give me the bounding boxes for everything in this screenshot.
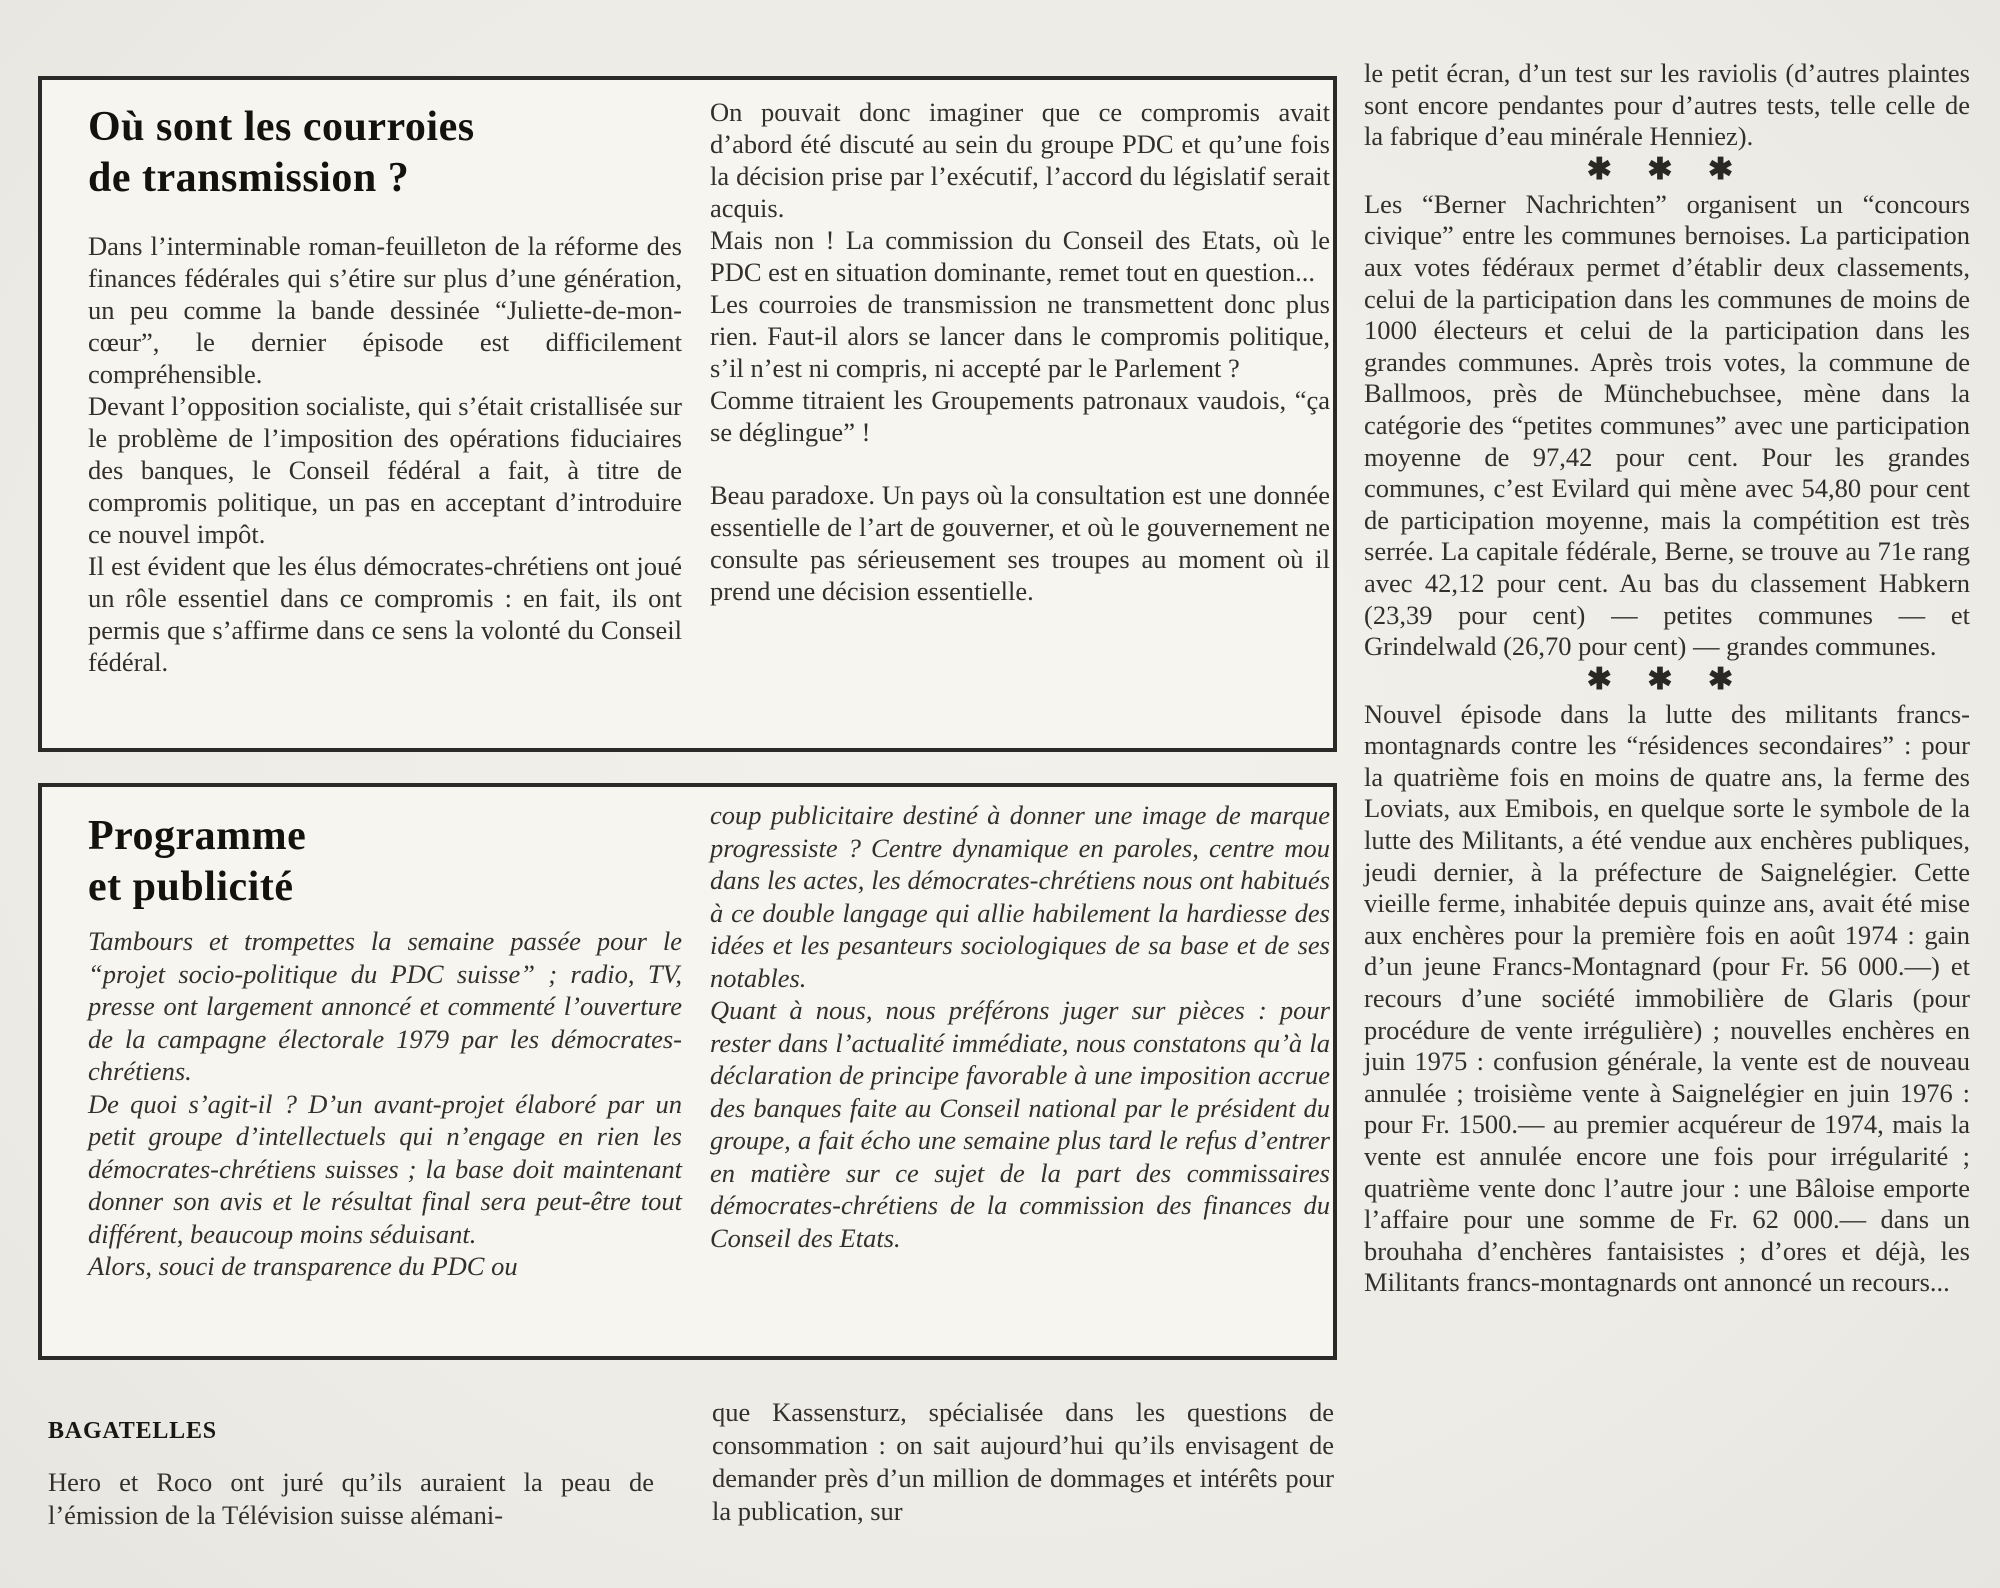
paragraph: Quant à nous, nous préférons juger sur pièces : pour rester dans l’actualité immédiate, nous constatons qu’à la déclaration de principe favorable à une imposition accrue des banques faite au Conseil national par le président du groupe, a fait écho une semaine plus tard le refus d’entrer en matière sur ce sujet de la part des commissaires démocrates-chrétiens de la commission des finances du Conseil des Etats.	[710, 995, 1330, 1253]
paragraph: Les “Berner Nachrichten” organisent un “concours civique” entre les communes bernoises. La participation aux votes fédéraux permet d’établir deux classements, celui de la participation dans les communes de moins de 1000 électeurs et celui de la participation dans les grandes communes. Après trois votes, la commune de Ballmoos, près de Münchebuchsee, mène dans la catégorie des “petites communes” avec une participation moyenne de 97,42 pour cent. Pour les grandes communes, c’est Evilard qui mène avec 54,80 pour cent de participation moyenne, mais la compétition est très serrée. La capitale fédérale, Berne, se trouve au 71e rang avec 42,12 pour cent. Au bas du classement Habkern (23,39 pour cent) — petites communes — et Grindelwald (26,70 pour cent) — grandes communes.	[1364, 188, 1970, 662]
right-news-column	[1364, 58, 1970, 1299]
paragraph: le petit écran, d’un test sur les raviolis (d’autres plaintes sont encore pendantes pour d’autres tests, telle celle de la fabrique d’eau minérale Henniez).	[1364, 58, 1970, 152]
paragraph: Mais non ! La commission du Conseil des Etats, où le PDC est en situation dominante, remet tout en question...	[710, 225, 1330, 287]
article-title-line1: Programme	[88, 813, 307, 859]
paragraph: Alors, souci de transparence du PDC ou	[88, 1251, 518, 1281]
paragraph: Dans l’interminable roman-feuilleton de la réforme des finances fédérales qui s’étire sur plus d’une génération, un peu comme la bande dessinée “Juliette-de-mon-cœur”, le dernier épisode est difficilement compréhensible.	[88, 231, 682, 389]
article1-column-left	[88, 230, 682, 678]
bagatelles-column-middle	[712, 1396, 1334, 1528]
bagatelles-heading: BAGATELLES	[48, 1418, 217, 1444]
article-title-line2: de transmission ?	[88, 155, 410, 201]
paragraph: Les courroies de transmission ne transmettent donc plus rien. Faut-il alors se lancer dans le compromis politique, s’il n’est ni compris, ni accepté par le Parlement ?	[710, 289, 1330, 383]
article2-column-left	[88, 925, 682, 1283]
article2-column-right	[710, 799, 1330, 1254]
paragraph: Devant l’opposition socialiste, qui s’était cristallisée sur le problème de l’imposition des opérations fiduciaires des banques, le Conseil fédéral a fait, à titre de compromis politique, un pas en acceptant d’introduire ce nouvel impôt.	[88, 391, 682, 549]
paragraph: que Kassensturz, spécialisée dans les questions de consommation : on sait aujourd’hui qu’ils envisagent de demander près d’un million de dommages et intérêts pour la publication, sur	[712, 1397, 1334, 1526]
article-box-programme	[38, 783, 1337, 1360]
paragraph: Nouvel épisode dans la lutte des militants francs-montagnards contre les “résidences secondaires” : pour la quatrième fois en moins de quatre ans, la ferme des Loviats, aux Emibois, en quelque sorte le symbole de la lutte des Militants, a été vendue aux enchères publiques, jeudi dernier, à la préfecture de Saignelégier. Cette vieille ferme, inhabitée depuis quinze ans, avait été mise aux enchères pour la première fois en août 1974 : gain d’un jeune Francs-Montagnard (pour Fr. 56 000.—) et recours d’une société immobilière de Glaris (pour procédure de vente irrégulière) ; nouvelles enchères en juin 1975 : confusion générale, la vente est de nouveau annulée ; troisième vente à Saignelégier en juin 1976 : pour Fr. 1500.— au premier acquéreur de 1974, mais la vente est annulée encore une fois pour irrégularité ; quatrième vente donc l’autre jour : une Bâloise emporte l’affaire pour une somme de Fr. 62 000.— dans un brouhaha d’enchères fantaisistes ; d’ores et déjà, les Militants francs-montagnards ont annoncé un recours...	[1364, 698, 1970, 1298]
bagatelles-column-left	[48, 1466, 654, 1532]
article-box-courroies	[38, 76, 1337, 752]
paragraph: Hero et Roco ont juré qu’ils auraient la peau de l’émission de la Télévision suisse alémani-	[48, 1467, 654, 1530]
star-separator: ✱ ✱ ✱	[1586, 152, 1748, 186]
paragraph: De quoi s’agit-il ? D’un avant-projet élaboré par un petit groupe d’intellectuels qui n’engage en rien les démocrates-chrétiens suisses ; la base doit maintenant donner son avis et le résultat final sera peut-être tout différent, beaucoup moins séduisant.	[88, 1088, 682, 1249]
paragraph: Comme titraient les Groupements patronaux vaudois, “ça se déglingue” !	[710, 385, 1330, 447]
paragraph: On pouvait donc imaginer que ce compromis avait d’abord été discuté au sein du groupe PDC et qu’une fois la décision prise par l’exécutif, l’accord du législatif serait acquis.	[710, 97, 1330, 223]
article-title-programme	[88, 811, 306, 913]
paragraph: Tambours et trompettes la semaine passée pour le “projet socio-politique du PDC suisse” ; radio, TV, presse ont largement annoncé et commenté l’ouverture de la campagne électorale 1979 par les démocrates-chrétiens.	[88, 926, 682, 1086]
paragraph: Beau paradoxe. Un pays où la consultation est une donnée essentielle de l’art de gouverner, et où le gouvernement ne consulte pas sérieusement ses troupes au moment où il prend une décision essentielle.	[710, 480, 1330, 606]
star-separator: ✱ ✱ ✱	[1586, 662, 1748, 696]
paragraph: coup publicitaire destiné à donner une image de marque progressiste ? Centre dynamique en paroles, centre mou dans les actes, les démocrates-chrétiens nous ont habitués à ce double langage qui allie habilement la hardiesse des idées et les pesanteurs sociologiques de sa base et de ses notables.	[710, 800, 1330, 993]
article1-column-right	[710, 96, 1330, 607]
article-title-line1: Où sont les courroies	[88, 104, 475, 150]
paragraph: Il est évident que les élus démocrates-chrétiens ont joué un rôle essentiel dans ce compromis : en fait, ils ont permis que s’affirme dans ce sens la volonté du Conseil fédéral.	[88, 551, 682, 677]
article-title-line2: et publicité	[88, 864, 294, 910]
article-title-courroies	[88, 102, 475, 204]
